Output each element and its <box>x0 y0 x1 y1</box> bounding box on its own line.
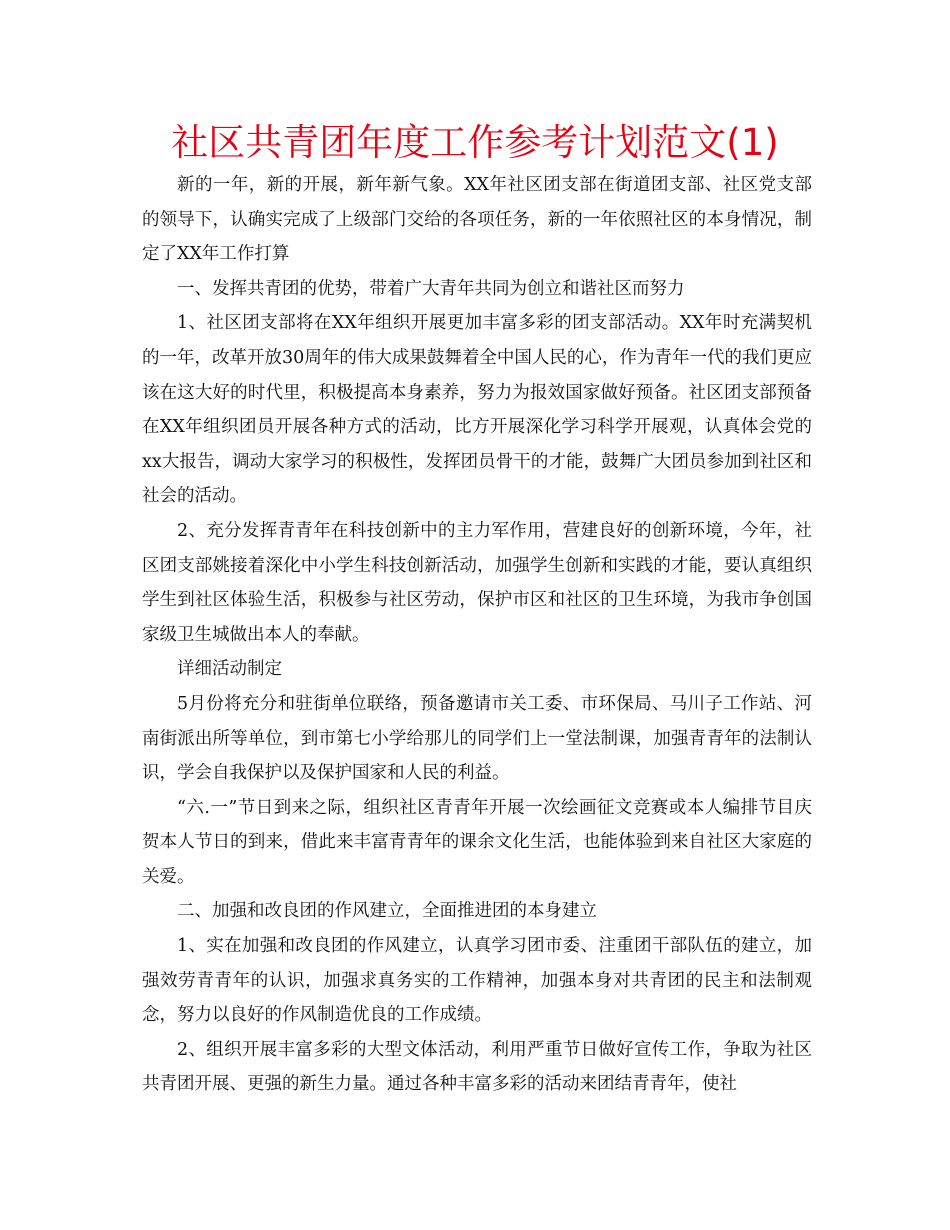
section-heading-1: 一、发挥共青团的优势，带着广大青年共同为创立和谐社区而努力 <box>177 278 685 299</box>
paragraph-intro: 新的一年，新的开展，新年新气象。XX年社区团支部在街道团支部、社区党支部的领导下，认确实完成了上级部门交给的各项任务，新的一年依照社区的本身情况，制定了XX年工作打算 <box>142 175 812 265</box>
paragraph-2-2: 2、组织开展丰富多彩的大型文体活动，利用严重节日做好宣传工作，争取为社区共青团开展、更强的新生力量。通过各种丰富多彩的活动来团结青青年，使社 <box>142 1039 812 1095</box>
paragraph-2-1: 1、实在加强和改良团的作风建立，认真学习团市委、注重团干部队伍的建立，加强效劳青青年的认识，加强求真务实的工作精神，加强本身对共青团的民主和法制观念，努力以良好的作风制造优良的工作成绩。 <box>142 936 812 1026</box>
document-title: 社区共青团年度工作参考计划范文(1) <box>171 121 779 164</box>
paragraph-may-activity: 5月份将充分和驻街单位联络，预备邀请市关工委、市环保局、马川子工作站、河南街派出所等单位，到市第七小学给那儿的同学们上一堂法制课，加强青青年的法制认识，学会自我保护以及保护国家和人民的利益。 <box>142 693 812 784</box>
paragraph-1-2: 2、充分发挥青青年在科技创新中的主力军作用，营建良好的创新环境，今年，社区团支部姚接着深化中小学生科技创新活动，加强学生创新和实践的才能，要认真组织学生到社区体验生活，积极参与社区劳动，保护市区和社区的卫生环境，为我市争创国家级卫生城做出本人的奉献。 <box>142 520 812 645</box>
paragraph-1-1: 1、社区团支部将在XX年组织开展更加丰富多彩的团支部活动。XX年时充满契机的一年，改革开放30周年的伟大成果鼓舞着全中国人民的心，作为青年一代的我们更应该在这大好的时代里，积极提高本身素养，努力为报效国家做好预备。社区团支部预备在XX年组织团员开展各种方式的活动，比方开展深化学习科学开展观，认真体会党的xx大报告，调动大家学习的积极性，发挥团员骨干的才能，鼓舞广大团员参加到社区和社会的活动。 <box>142 313 812 507</box>
subheading-activities: 详细活动制定 <box>177 659 282 680</box>
paragraph-june-activity: “六.一”节日到来之际，组织社区青青年开展一次绘画征文竞赛或本人编排节目庆贺本人节日的到来，借此来丰富青青年的课余文化生活，也能体验到来自社区大家庭的关爱。 <box>142 797 812 887</box>
section-heading-2: 二、加强和改良团的作风建立，全面推进团的本身建立 <box>177 901 597 922</box>
document-body <box>142 168 812 1102</box>
